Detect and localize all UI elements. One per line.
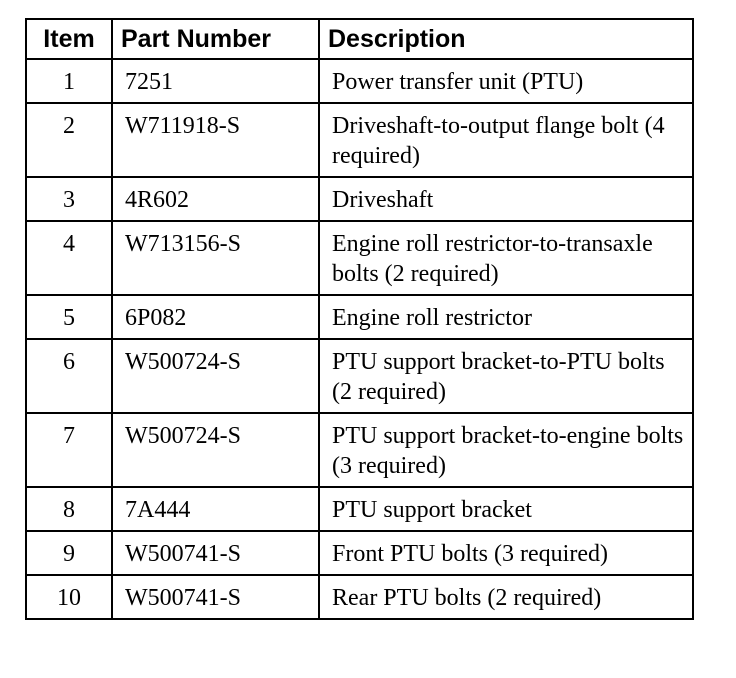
parts-table [25, 18, 694, 620]
description-cell: PTU support bracket-to-engine bolts (3 required) [319, 413, 693, 487]
description-cell: Driveshaft [319, 177, 693, 221]
part-number-cell: W500724-S [112, 339, 319, 413]
item-cell: 4 [26, 221, 112, 295]
item-cell: 1 [26, 59, 112, 103]
description-cell: Driveshaft-to-output flange bolt (4 required) [319, 103, 693, 177]
description-cell: Rear PTU bolts (2 required) [319, 575, 693, 619]
table-row [26, 295, 693, 339]
description-cell: PTU support bracket-to-PTU bolts (2 required) [319, 339, 693, 413]
header-item: Item [26, 19, 112, 59]
description-cell: Front PTU bolts (3 required) [319, 531, 693, 575]
description-cell: Power transfer unit (PTU) [319, 59, 693, 103]
table-row [26, 413, 693, 487]
part-number-cell: 7A444 [112, 487, 319, 531]
part-number-cell: 6P082 [112, 295, 319, 339]
header-description: Description [319, 19, 693, 59]
item-cell: 5 [26, 295, 112, 339]
table-row [26, 177, 693, 221]
description-cell: PTU support bracket [319, 487, 693, 531]
part-number-cell: W500724-S [112, 413, 319, 487]
table-row [26, 221, 693, 295]
description-cell: Engine roll restrictor [319, 295, 693, 339]
table-row [26, 531, 693, 575]
item-cell: 8 [26, 487, 112, 531]
item-cell: 10 [26, 575, 112, 619]
table-row [26, 59, 693, 103]
table-header-row [26, 19, 693, 59]
item-cell: 3 [26, 177, 112, 221]
part-number-cell: W500741-S [112, 531, 319, 575]
item-cell: 6 [26, 339, 112, 413]
item-cell: 7 [26, 413, 112, 487]
description-cell: Engine roll restrictor-to-transaxle bolts (2 required) [319, 221, 693, 295]
part-number-cell: W711918-S [112, 103, 319, 177]
header-part-number: Part Number [112, 19, 319, 59]
table-row [26, 575, 693, 619]
part-number-cell: 7251 [112, 59, 319, 103]
part-number-cell: 4R602 [112, 177, 319, 221]
part-number-cell: W713156-S [112, 221, 319, 295]
item-cell: 2 [26, 103, 112, 177]
part-number-cell: W500741-S [112, 575, 319, 619]
item-cell: 9 [26, 531, 112, 575]
table-row [26, 103, 693, 177]
table-row [26, 339, 693, 413]
table-row [26, 487, 693, 531]
